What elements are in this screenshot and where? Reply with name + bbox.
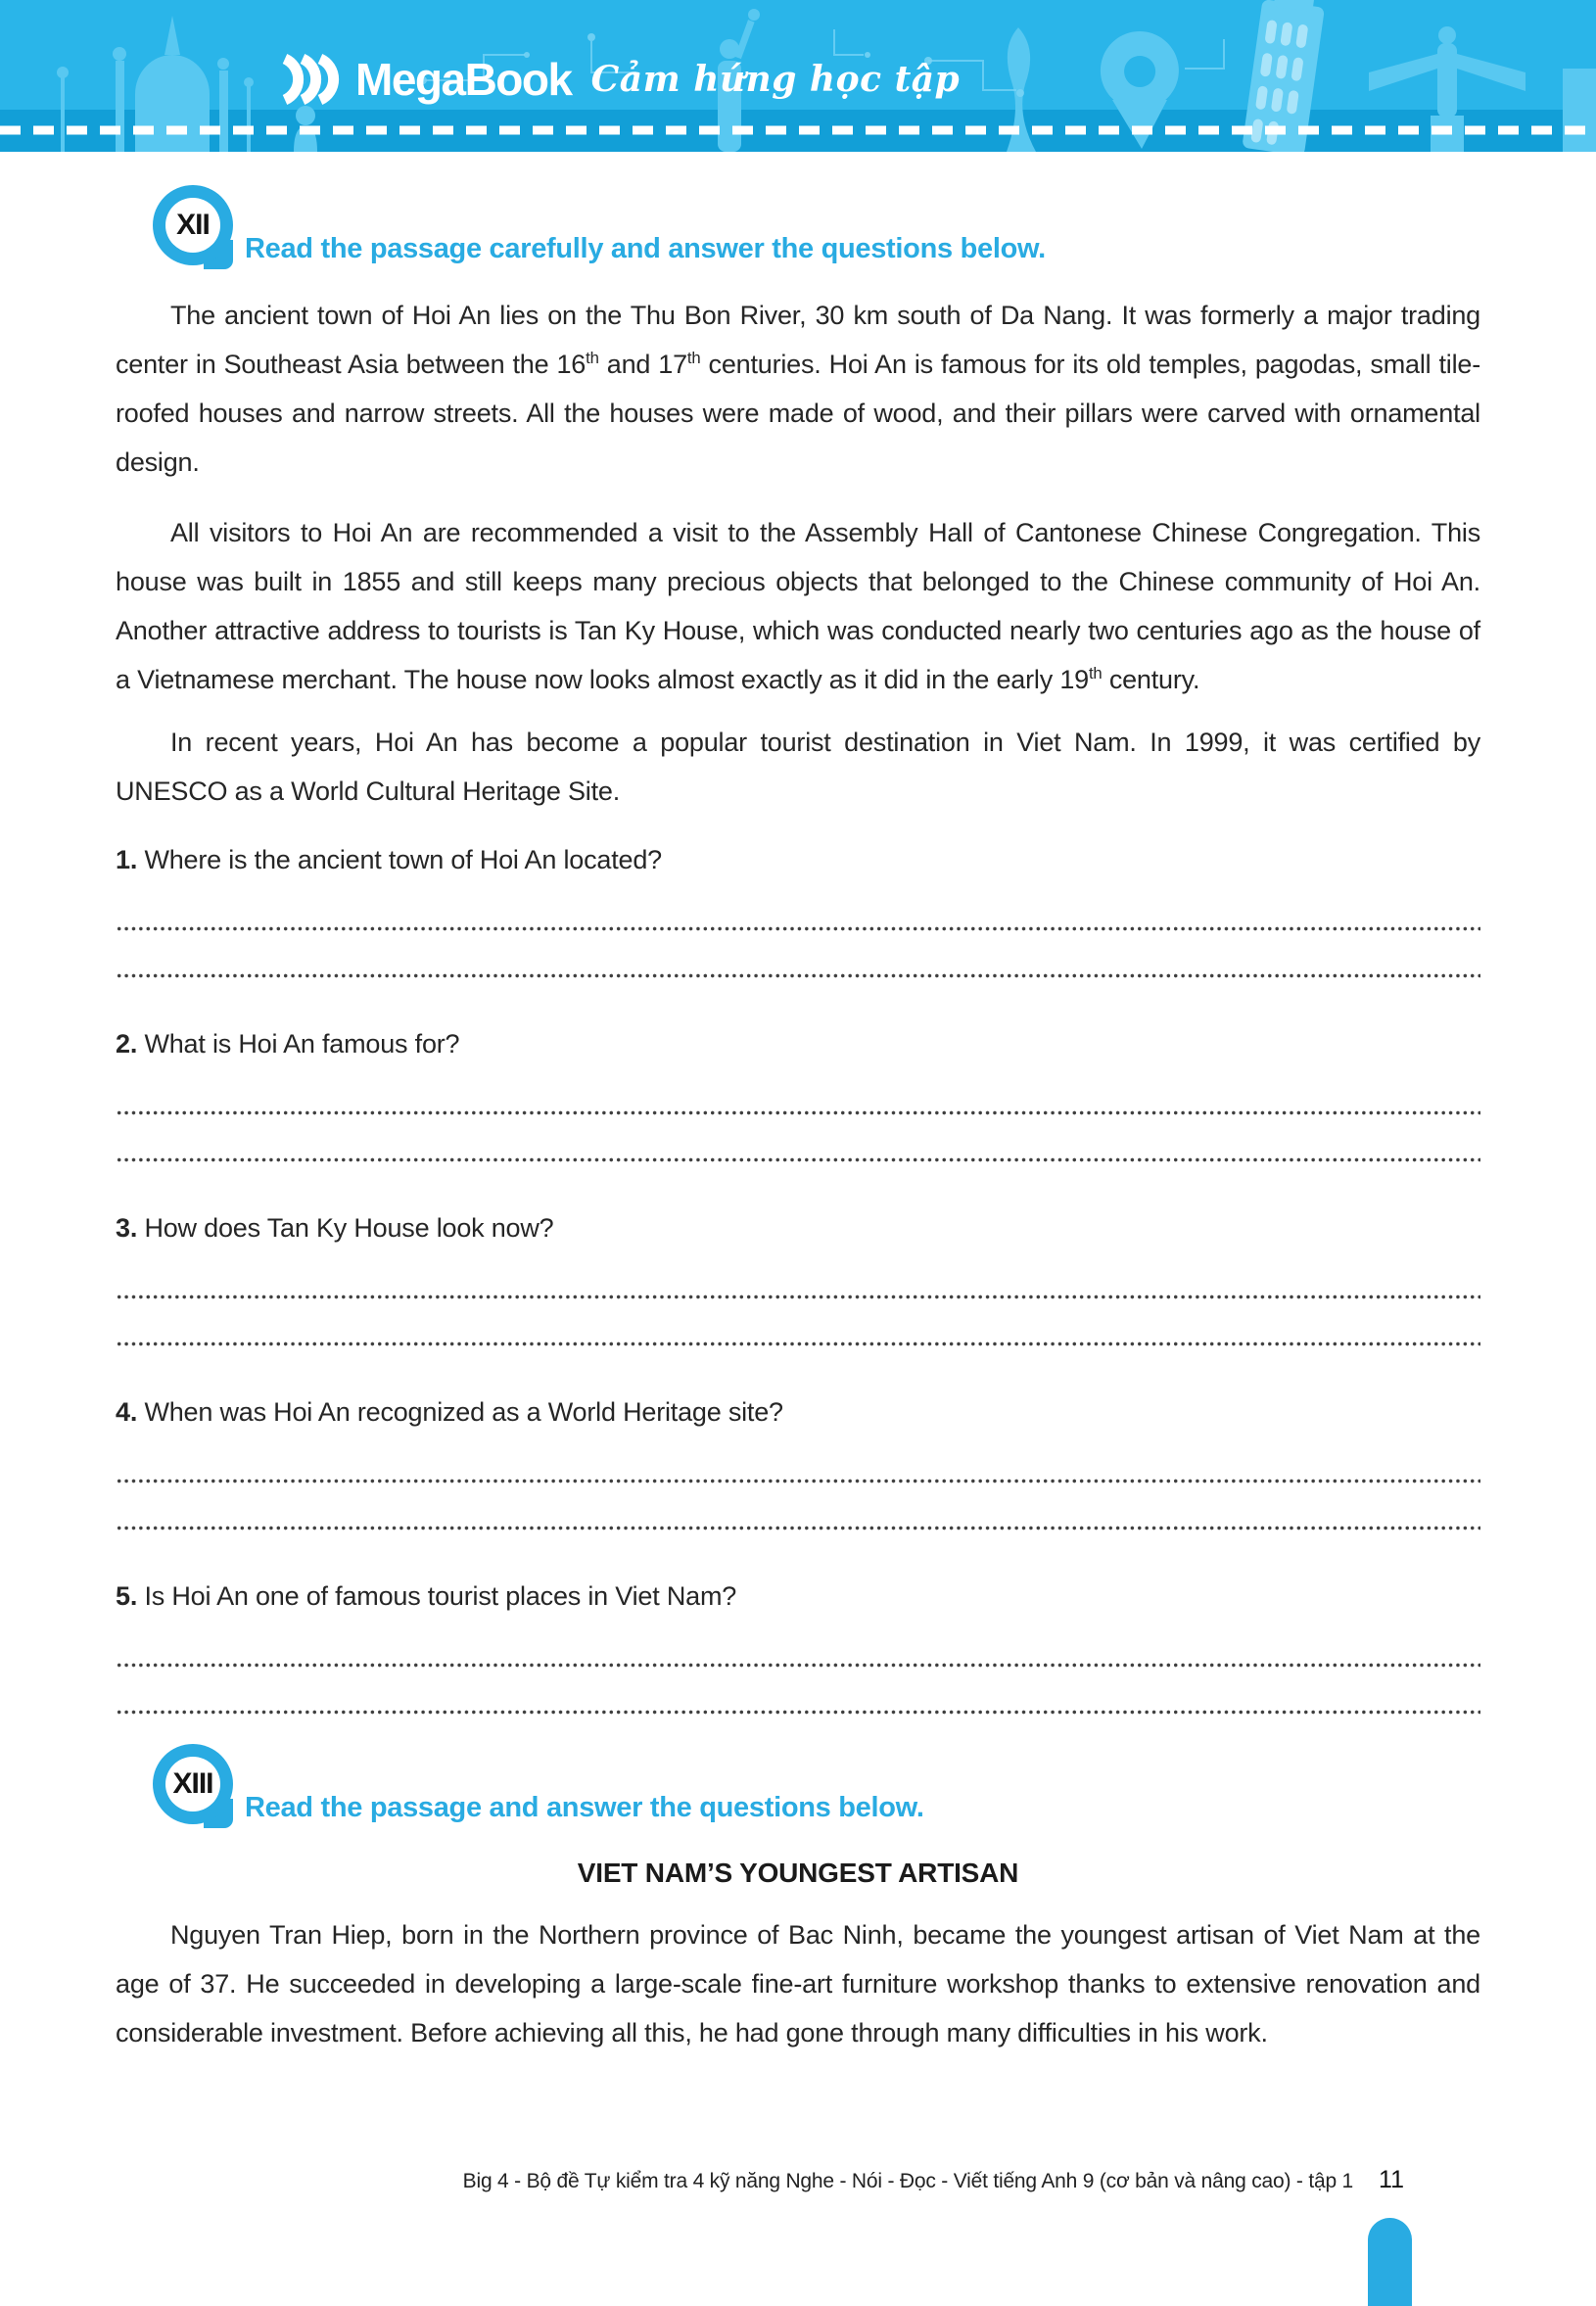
- answer-line: [116, 1110, 1480, 1115]
- question-label: Is Hoi An one of famous tourist places in Viet Nam?: [144, 1581, 737, 1611]
- question-block-4: [116, 1388, 1480, 1530]
- section-13-title: Read the passage and answer the questions below.: [245, 1792, 924, 1823]
- passage-paragraph: In recent years, Hoi An has become a popular tourist destination in Viet Nam. In 1999, it was certified by UNESCO as a World Cultural Heritage Site.: [116, 728, 1480, 806]
- question-number: 1.: [116, 845, 138, 874]
- answer-line: [116, 1526, 1480, 1530]
- question-text: [116, 1019, 1480, 1068]
- answer-line: [116, 1663, 1480, 1668]
- answer-line: [116, 926, 1480, 931]
- answer-line: [116, 1341, 1480, 1346]
- question-number: 4.: [116, 1397, 138, 1427]
- badge-numeral: XII: [165, 198, 220, 253]
- page-content: [116, 152, 1480, 2057]
- question-number: 3.: [116, 1213, 138, 1243]
- answer-line: [116, 1157, 1480, 1162]
- question-text: [116, 1388, 1480, 1436]
- passage-paragraph: Nguyen Tran Hiep, born in the Northern province of Bac Ninh, became the youngest artisan of Viet Nam at the age of 37. He succeeded in developing a large-scale fine-art furniture workshop thanks to extensive renovation and considerable investment. Before achieving all this, he had gone through many difficulties in his work.: [116, 1920, 1480, 2047]
- question-text: [116, 835, 1480, 884]
- section-13-badge: [153, 1744, 233, 1828]
- question-number: 5.: [116, 1581, 138, 1611]
- answer-line: [116, 1294, 1480, 1299]
- passage-paragraph: All visitors to Hoi An are recommended a visit to the Assembly Hall of Cantonese Chinese Congregation. This house was built in 1855 and still keeps many precious objects that belonged to the Chinese community of Hoi An. Another attractive address to tourists is Tan Ky House, which was conducted nearly two centuries ago as the house of a Vietnamese merchant. The house now looks almost exactly as it did in the early 19th century.: [116, 518, 1480, 694]
- page-number: 11: [1379, 2166, 1404, 2193]
- brand-name: MegaBook: [355, 54, 572, 105]
- question-text: [116, 1572, 1480, 1621]
- question-block-1: [116, 835, 1480, 978]
- question-block-5: [116, 1572, 1480, 1715]
- logo-arcs-icon: [277, 52, 346, 107]
- question-label: When was Hoi An recognized as a World Heritage site?: [144, 1397, 783, 1427]
- question-text: [116, 1203, 1480, 1252]
- badge-numeral: XIII: [165, 1757, 220, 1812]
- question-label: How does Tan Ky House look now?: [144, 1213, 554, 1243]
- passage-paragraph: The ancient town of Hoi An lies on the Thu Bon River, 30 km south of Da Nang. It was formerly a major trading center in Southeast Asia between the 16th and 17th centuries. Hoi An is famous for its old temples, pagodas, small tile-roofed houses and narrow streets. All the houses were made of wood, and their pillars were carved with ornamental design.: [116, 301, 1480, 477]
- corner-tab-decoration: [1368, 2218, 1412, 2306]
- footer-book-title: Big 4 - Bộ đề Tự kiểm tra 4 kỹ năng Nghe - Nói - Đọc - Viết tiếng Anh 9 (cơ bản và nâng cao) - tập 1: [462, 2170, 1354, 2192]
- question-label: What is Hoi An famous for?: [144, 1029, 460, 1059]
- question-label: Where is the ancient town of Hoi An located?: [144, 845, 662, 874]
- page-footer: [116, 2166, 1480, 2194]
- question-block-3: [116, 1203, 1480, 1346]
- answer-line: [116, 1710, 1480, 1715]
- megabook-logo: [277, 49, 960, 110]
- header-banner: [0, 0, 1596, 152]
- section-13-header: [153, 1744, 1480, 1828]
- section-12-header: [153, 185, 1480, 269]
- section-12-title: Read the passage carefully and answer the questions below.: [245, 233, 1046, 264]
- section-12-badge: [153, 185, 233, 269]
- question-block-2: [116, 1019, 1480, 1162]
- answer-line: [116, 1479, 1480, 1483]
- answer-line: [116, 973, 1480, 978]
- passage-title: VIET NAM’S YOUNGEST ARTISAN: [577, 1858, 1019, 1888]
- question-number: 2.: [116, 1029, 138, 1059]
- brand-tagline: Cảm hứng học tập: [590, 59, 961, 100]
